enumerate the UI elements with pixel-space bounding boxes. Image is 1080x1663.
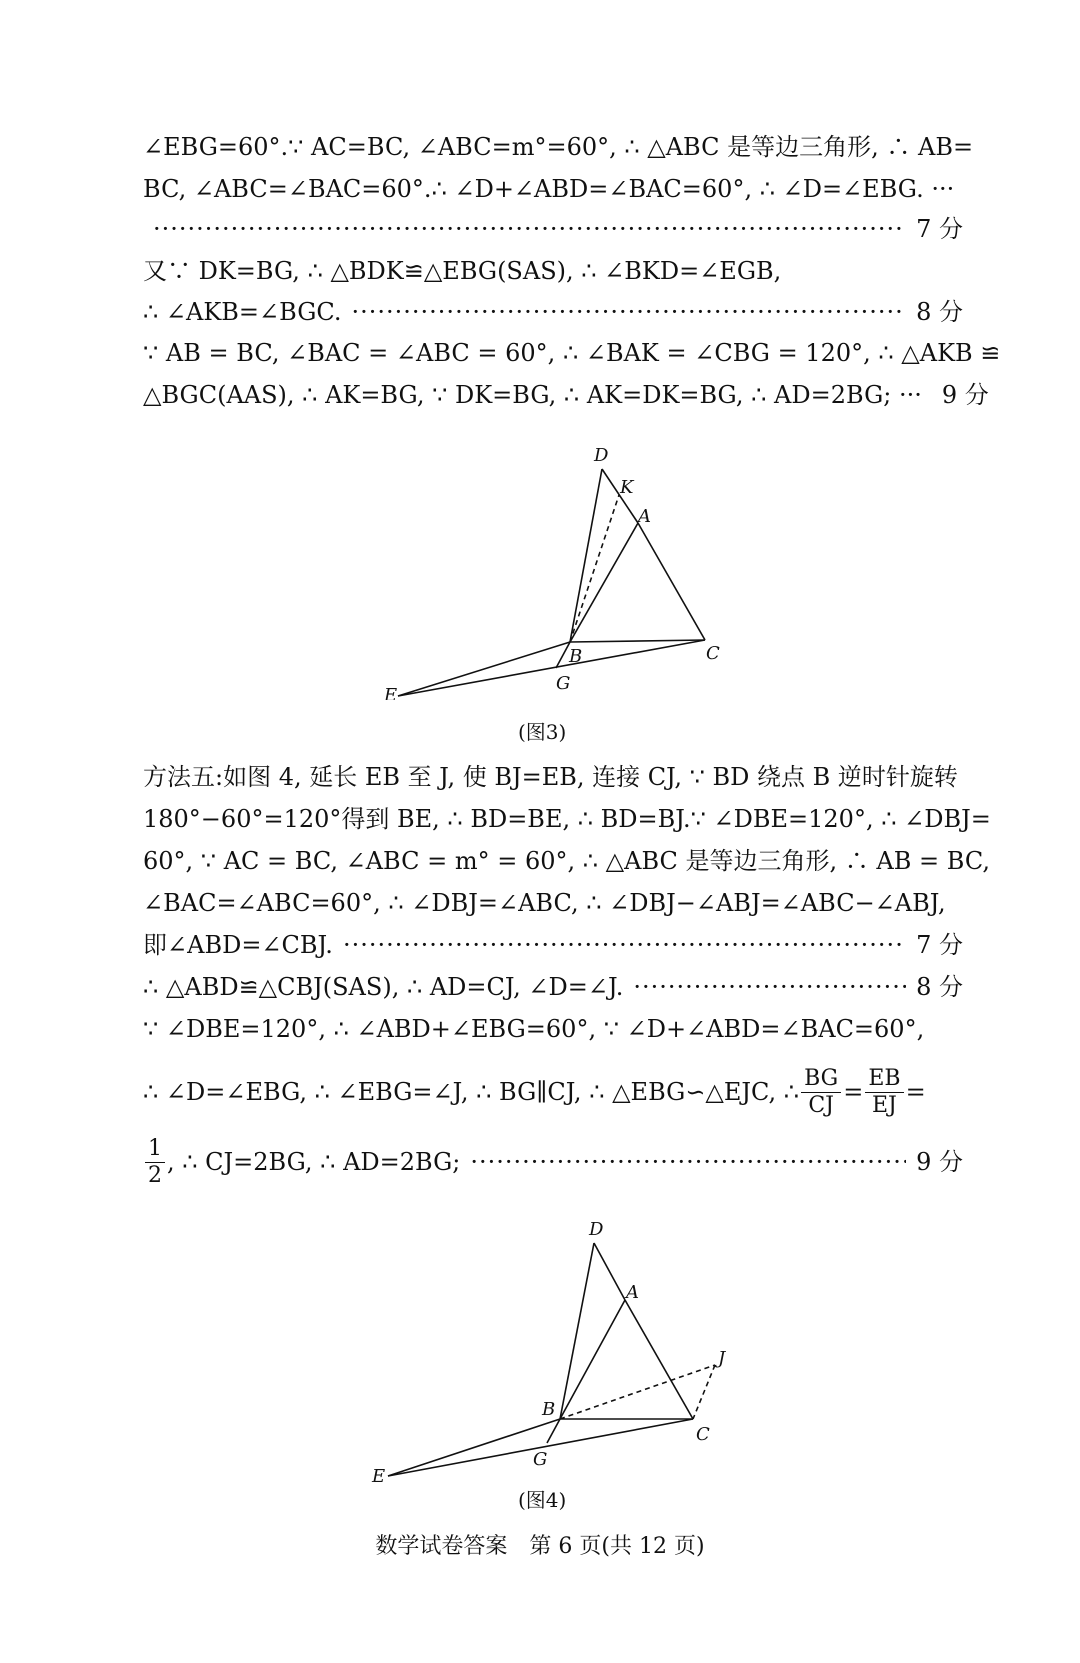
equals-sign: = <box>905 1078 926 1106</box>
segment-bj-dashed <box>560 1365 715 1419</box>
point-label-a: A <box>638 506 651 527</box>
point-label-d: D <box>594 445 609 466</box>
text-line: , ∴ CJ=2BG, ∴ AD=2BG; <box>167 1148 461 1176</box>
text-line: ∴ ∠AKB=∠BGC. <box>143 298 342 326</box>
fraction-denominator: CJ <box>808 1092 834 1118</box>
fraction-bg-cj <box>801 1066 841 1119</box>
point-label-j: J <box>718 1348 726 1369</box>
text-line: ∠EBG=60°.∵ AC=BC, ∠ABC=m°=60°, ∴ △ABC 是等边三角形, ∴ AB= <box>143 133 974 161</box>
point-label-c: C <box>696 1424 710 1445</box>
segment-cj-dashed <box>693 1365 715 1419</box>
equals-sign: = <box>843 1078 864 1106</box>
leader-dots <box>343 928 906 962</box>
fraction-eb-ej <box>865 1066 903 1119</box>
figure-4-caption: (图4) <box>518 1488 567 1512</box>
fraction-numerator: 1 <box>145 1136 165 1163</box>
leader-dots <box>470 1145 906 1179</box>
point-label-g: G <box>533 1449 548 1470</box>
point-label-e: E <box>372 1466 386 1487</box>
score-line <box>143 1130 963 1194</box>
figure-3-caption: (图3) <box>518 720 567 744</box>
score-points: 8 分 <box>916 973 963 1001</box>
fraction-one-half <box>145 1136 165 1189</box>
score-points: 8 分 <box>916 298 963 326</box>
score-points: 7 分 <box>916 931 963 959</box>
score-points: 9 分 <box>941 381 989 409</box>
figure-4 <box>0 1200 1080 1500</box>
text-line: BC, ∠ABC=∠BAC=60°.∴ ∠D+∠ABD=∠BAC=60°, ∴ ∠D=∠EBG. ··· <box>143 175 955 203</box>
text-line: ∵ AB = BC, ∠BAC = ∠ABC = 60°, ∴ ∠BAK = ∠CBG = 120°, ∴ △AKB ≌ <box>143 339 1001 367</box>
point-label-d: D <box>589 1219 604 1240</box>
fraction-numerator: BG <box>801 1066 841 1093</box>
text-line: 180°−60°=120°得到 BE, ∴ BD=BE, ∴ BD=BJ.∵ ∠DBE=120°, ∴ ∠DBJ= <box>143 805 991 833</box>
figure-3 <box>0 0 1080 700</box>
point-label-e: E <box>384 685 398 700</box>
text-line: △BGC(AAS), ∴ AK=BG, ∵ DK=BG, ∴ AK=DK=BG, ∴ AD=2BG; ··· <box>143 381 922 409</box>
text-line: 方法五:如图 4, 延长 EB 至 J, 使 BJ=EB, 连接 CJ, ∵ BD 绕点 B 逆时针旋转 <box>143 763 958 791</box>
score-points: 9 分 <box>916 1148 963 1176</box>
point-label-b: B <box>569 646 583 667</box>
text-line: 60°, ∵ AC = BC, ∠ABC = m° = 60°, ∴ △ABC 是等边三角形, ∴ AB = BC, <box>143 847 990 875</box>
segment-db <box>560 1243 594 1419</box>
segment-ac <box>638 523 705 640</box>
point-label-c: C <box>706 643 720 664</box>
text-line: ∴ △ABD≌△CBJ(SAS), ∴ AD=CJ, ∠D=∠J. <box>143 973 624 1001</box>
score-points: 7 分 <box>916 215 963 243</box>
text-line: ∵ ∠DBE=120°, ∴ ∠ABD+∠EBG=60°, ∵ ∠D+∠ABD=∠BAC=60°, <box>143 1015 925 1043</box>
segment-db <box>570 469 602 642</box>
score-line <box>143 928 963 962</box>
fraction-denominator: EJ <box>872 1092 897 1118</box>
point-label-b: B <box>542 1399 556 1420</box>
segment-ac <box>625 1300 693 1419</box>
fraction-denominator: 2 <box>148 1162 162 1188</box>
score-line <box>143 970 963 1004</box>
formula-line <box>143 1060 963 1124</box>
fraction-numerator: EB <box>865 1066 903 1093</box>
text-line: ∠BAC=∠ABC=60°, ∴ ∠DBJ=∠ABC, ∴ ∠DBJ−∠ABJ=∠ABC−∠ABJ, <box>143 889 946 917</box>
page-footer: 数学试卷答案 第 6 页(共 12 页) <box>375 1534 705 1559</box>
segment-ab <box>560 1300 625 1419</box>
point-label-k: K <box>620 477 634 498</box>
segment-da <box>594 1243 625 1300</box>
point-label-a: A <box>626 1282 639 1303</box>
leader-dots <box>633 970 906 1004</box>
segment-bc <box>570 640 705 642</box>
text-line: 又∵ DK=BG, ∴ △BDK≌△EBG(SAS), ∴ ∠BKD=∠EGB, <box>143 257 782 285</box>
point-label-g: G <box>556 673 571 694</box>
text-line: ∴ ∠D=∠EBG, ∴ ∠EBG=∠J, ∴ BG∥CJ, ∴ △EBG∽△EJC, ∴ <box>143 1078 800 1106</box>
text-line: 即∠ABD=∠CBJ. <box>143 931 333 959</box>
